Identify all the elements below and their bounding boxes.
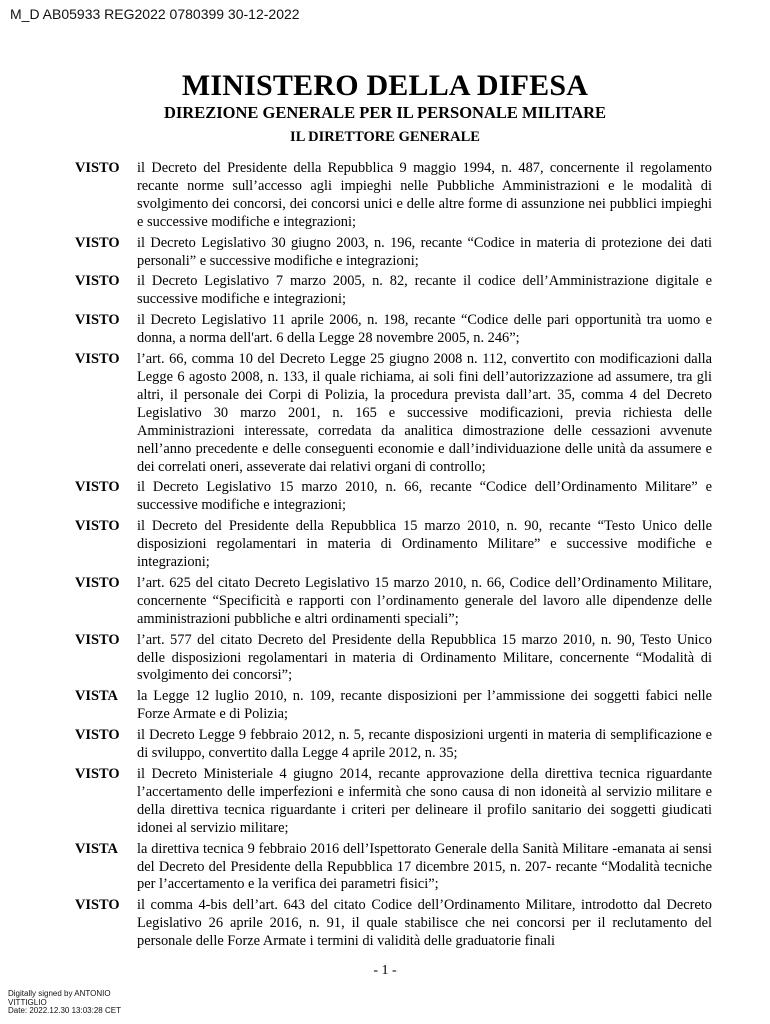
clause-item (75, 727, 712, 763)
ministry-title: MINISTERO DELLA DIFESA (181, 69, 589, 102)
director-title: IL DIRETTORE GENERALE (290, 129, 480, 145)
clause-keyword: VISTA (75, 688, 118, 705)
clause-item (75, 575, 712, 629)
clause-keyword: VISTA (75, 840, 118, 857)
clause-keyword: VISTO (75, 312, 120, 329)
signature-line: Digitally signed by ANTONIO (8, 989, 111, 998)
signature-date: Date: 2022.12.30 13:03:28 CET (8, 1006, 121, 1016)
clause-text: la Legge 12 luglio 2010, n. 109, recante disposizioni per l’ammissione dei soggetti fabici nelle Forze Armate e di Polizia; (137, 688, 712, 723)
clause-keyword: VISTO (75, 234, 120, 251)
clause-keyword: VISTO (75, 631, 120, 648)
clause-item (75, 479, 712, 515)
clause-text: l’art. 625 del citato Decreto Legislativo 15 marzo 2010, n. 66, Codice dell’Ordinamento Militare, concernente “Specificità e rapporti con l’ordinamento generale del lavoro alle dipendenze delle amministrazioni pubbliche e altri ordinamenti speciali”; (137, 574, 712, 627)
clause-text: il Decreto Ministeriale 4 giugno 2014, recante approvazione della direttiva tecnica riguardante l’accertamento delle imperfezioni e infermità che sono causa di non idoneità al servizio militare e della direttiva tecnica riguardante i criteri per delineare il profilo sanitario dei soggetti giudicati idonei al servizio militare; (137, 766, 712, 836)
protocol-number: M_D AB05933 REG2022 0780399 30-12-2022 (10, 6, 300, 22)
clause-list (75, 160, 712, 954)
clause-text: il comma 4-bis dell’art. 643 del citato Codice dell’Ordinamento Militare, introdotto dal Decreto Legislativo 26 aprile 2016, n. 91, il quale stabilisce che nei concorsi per il reclutamento del personale delle Forze Armate i termini di validità delle graduatorie finali (137, 897, 712, 950)
clause-item (75, 273, 712, 309)
clause-item (75, 897, 712, 951)
directorate-title: DIREZIONE GENERALE PER IL PERSONALE MILITARE (163, 103, 607, 122)
clause-keyword: VISTO (75, 351, 120, 368)
clause-keyword: VISTO (75, 273, 120, 290)
clause-item (75, 841, 712, 895)
clause-item (75, 518, 712, 572)
clause-item (75, 312, 712, 348)
page-number: - 1 - (373, 963, 397, 978)
clause-text: l’art. 66, comma 10 del Decreto Legge 25 giugno 2008 n. 112, convertito con modificazioni dalla Legge 6 agosto 2008, n. 133, il quale richiama, ai soli fini dell’autorizzazione ad assumere, tra gli altri, il personale dei Corpi di Polizia, la procedura prevista dall’art. 35, comma 4 del Decreto Legislativo 30 marzo 2001, n. 165 e successive modificazioni, previa richiesta delle Amministrazioni interessate, corredata da analitica dimostrazione delle cessazioni avvenute nell’anno precedente e delle conseguenti economie e dall’individuazione delle unità da assumere e dei correlati oneri, asseverate dai relativi organi di controllo; (137, 351, 712, 475)
signature-line: VITTIGLIO (8, 997, 47, 1007)
clause-item (75, 688, 712, 724)
clause-text: il Decreto del Presidente della Repubblica 15 marzo 2010, n. 90, recante “Testo Unico delle disposizioni regolamentari in materia di Ordinamento Militare” e successive modifiche e integrazioni; (137, 518, 712, 571)
clause-keyword: VISTO (75, 574, 120, 591)
clause-text: il Decreto Legislativo 30 giugno 2003, n. 196, recante “Codice in materia di protezione dei dati personali” e successive modifiche e integrazioni; (137, 234, 712, 269)
clause-text: il Decreto del Presidente della Repubblica 9 maggio 1994, n. 487, concernente il regolamento recante norme sull’accesso agli impieghi nelle Pubbliche Amministrazioni e le modalità di svolgimento dei concorsi, dei concorsi unici e delle altre forme di assunzione nei pubblici impieghi e successive modifiche e integrazioni; (137, 160, 712, 230)
clause-item (75, 235, 712, 271)
clause-text: la direttiva tecnica 9 febbraio 2016 dell’Ispettorato Generale della Sanità Militare -emanata ai sensi del Decreto del Presidente della Repubblica 17 dicembre 2015, n. 207- recante “Modalità tecniche per l’accertamento e la verifica dei parametri fisici”; (137, 840, 712, 893)
clause-item (75, 351, 712, 476)
clause-text: l’art. 577 del citato Decreto del Presidente della Repubblica 15 marzo 2010, n. 90, Testo Unico delle disposizioni regolamentari in materia di Ordinamento Militare, concernente “Modalità di svolgimento dei concorsi”; (137, 631, 712, 684)
clause-text: il Decreto Legislativo 15 marzo 2010, n. 66, recante “Codice dell’Ordinamento Militare” e successive modifiche e integrazioni; (137, 479, 712, 514)
clause-keyword: VISTO (75, 479, 120, 496)
clause-item (75, 160, 712, 232)
clause-keyword: VISTO (75, 897, 120, 914)
clause-keyword: VISTO (75, 766, 120, 782)
digital-signature (8, 990, 121, 1016)
clause-keyword: VISTO (75, 727, 120, 744)
clause-text: il Decreto Legge 9 febbraio 2012, n. 5, recante disposizioni urgenti in materia di semplificazione e di sviluppo, convertito dalla Legge 4 aprile 2012, n. 35; (137, 727, 712, 762)
clause-keyword: VISTO (75, 160, 120, 176)
clause-keyword: VISTO (75, 518, 120, 535)
clause-item (75, 632, 712, 686)
clause-item (75, 766, 712, 838)
clause-text: il Decreto Legislativo 11 aprile 2006, n. 198, recante “Codice delle pari opportunità tra uomo e donna, a norma dell'art. 6 della Legge 28 novembre 2005, n. 246”; (137, 312, 712, 347)
clause-text: il Decreto Legislativo 7 marzo 2005, n. 82, recante il codice dell’Amministrazione digitale e successive modifiche e integrazioni; (137, 273, 712, 308)
